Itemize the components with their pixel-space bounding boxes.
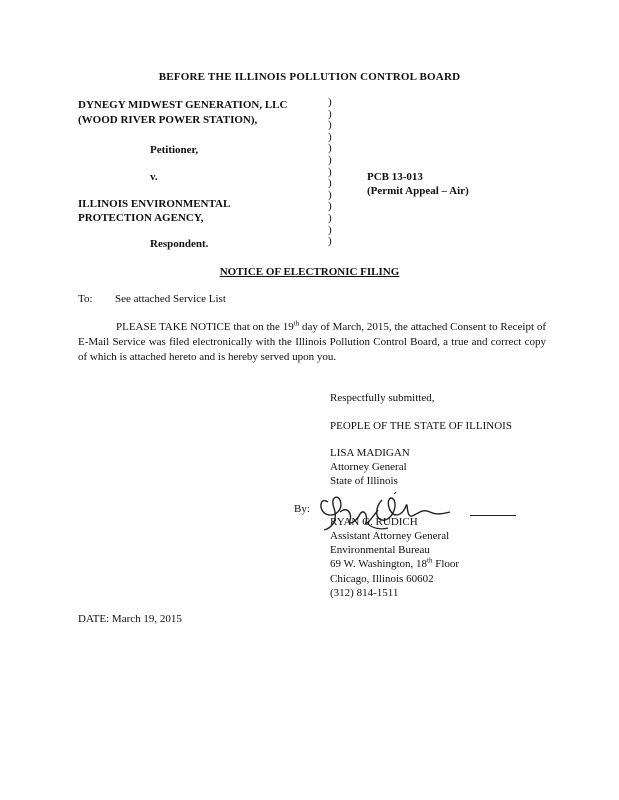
caption-paren: ) — [328, 165, 332, 178]
caption-paren: ) — [328, 188, 332, 201]
date-line: DATE: March 19, 2015 — [78, 613, 182, 625]
caption-paren: ) — [328, 211, 332, 224]
body-text-part-1: PLEASE TAKE NOTICE that on the 19 — [116, 321, 294, 333]
address-floor: Floor — [432, 558, 460, 570]
petitioner-role: Petitioner, — [150, 144, 199, 156]
signer-name: RYAN G. RUDICH — [330, 516, 418, 528]
case-type: (Permit Appeal – Air) — [367, 185, 469, 197]
court-heading: BEFORE THE ILLINOIS POLLUTION CONTROL BOARD — [158, 71, 461, 83]
signer-address — [330, 558, 459, 571]
respondent-name-line-2: PROTECTION AGENCY, — [78, 212, 204, 224]
caption-paren: ) — [328, 142, 332, 155]
ag-state: State of Illinois — [330, 475, 398, 487]
case-number: PCB 13-013 — [367, 171, 423, 183]
caption-paren: ) — [328, 107, 332, 120]
ag-name: LISA MADIGAN — [330, 447, 410, 459]
signer-bureau: Environmental Bureau — [330, 544, 430, 556]
body-text-part-2: day of March, 2015, the attached Consent to Receipt of E-Mail Service was filed electronically with the Illinois Pollution Control Board, a true and correct copy of which is attached hereto and is hereby served upon you. — [78, 321, 546, 363]
caption-parens-column — [328, 97, 332, 248]
notice-body-paragraph — [78, 320, 546, 365]
caption-paren: ) — [328, 96, 332, 108]
caption-paren: ) — [328, 177, 332, 190]
caption-paren: ) — [328, 200, 332, 213]
signer-phone: (312) 814-1511 — [330, 587, 399, 599]
to-label: To: — [78, 293, 93, 305]
signer-title: Assistant Attorney General — [330, 530, 450, 542]
caption-paren: ) — [328, 223, 332, 236]
respondent-name-line-1: ILLINOIS ENVIRONMENTAL — [78, 198, 231, 210]
to-value: See attached Service List — [115, 293, 226, 305]
versus: v. — [150, 171, 158, 183]
ag-title: Attorney General — [330, 461, 407, 473]
petitioner-name-line-2: (WOOD RIVER POWER STATION), — [78, 114, 258, 126]
signature-line — [470, 515, 516, 516]
caption-paren: ) — [328, 153, 332, 166]
by-label: By: — [294, 503, 310, 515]
respondent-role: Respondent. — [150, 238, 209, 250]
signer-city: Chicago, Illinois 60602 — [330, 573, 434, 585]
caption-paren: ) — [328, 235, 332, 248]
closing: Respectfully submitted, — [330, 392, 435, 404]
address-street: 69 W. Washington, 18 — [330, 558, 428, 570]
address-floor-suffix: th — [427, 556, 433, 565]
party-name: PEOPLE OF THE STATE OF ILLINOIS — [330, 420, 512, 432]
caption-paren: ) — [328, 119, 332, 132]
notice-title: NOTICE OF ELECTRONIC FILING — [219, 266, 400, 278]
petitioner-name-line-1: DYNEGY MIDWEST GENERATION, LLC — [78, 99, 288, 111]
body-ordinal-suffix: th — [293, 319, 300, 328]
caption-paren: ) — [328, 130, 332, 143]
